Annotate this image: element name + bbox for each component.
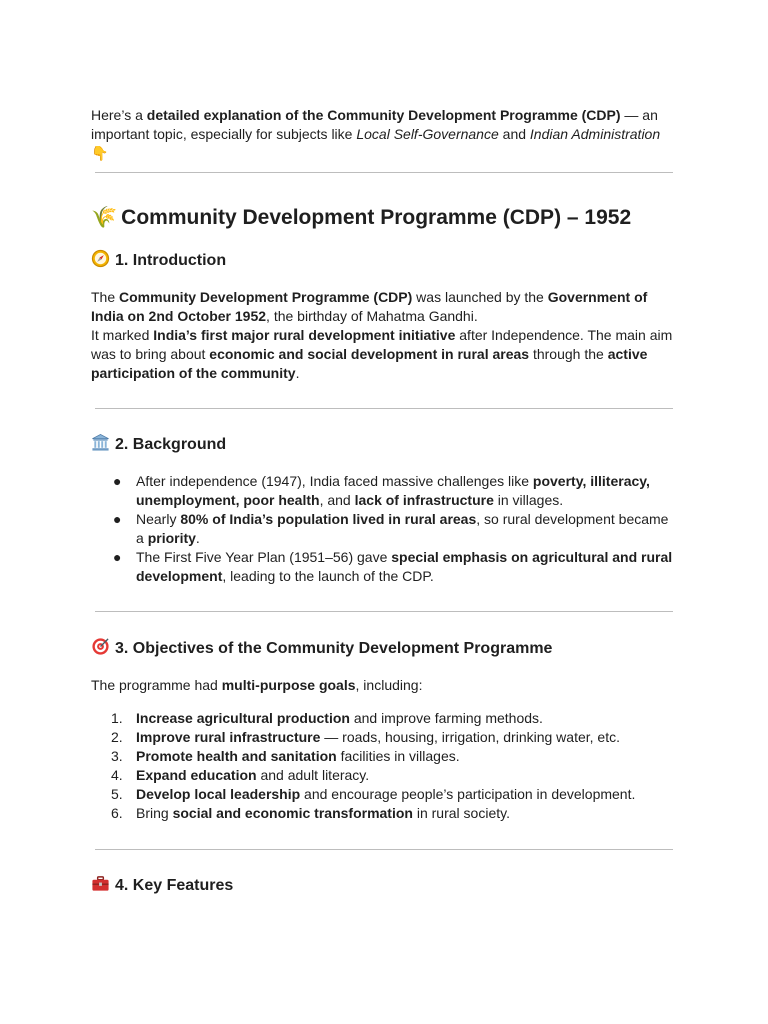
body-bold: Community Development Programme (CDP) [119, 289, 413, 305]
bullet-marker: ● [113, 511, 122, 527]
section-heading-key-features [91, 874, 233, 897]
body-bold: lack of infrastructure [354, 492, 494, 508]
intro-text: Here’s a [91, 107, 147, 123]
list-item [91, 548, 676, 586]
body-text: through the [529, 346, 608, 362]
body-bold: India’s first major rural development initiative [153, 327, 456, 343]
page-title [91, 203, 631, 232]
section-heading-text: 1. Introduction [115, 252, 227, 269]
body-text: , leading to the launch of the CDP. [222, 568, 434, 584]
pointing-down-icon: 👇 [91, 146, 109, 162]
body-bold: Improve rural infrastructure [136, 729, 321, 745]
intro-italic: Indian Administration [529, 126, 661, 142]
body-text: , and [319, 492, 355, 508]
body-text: , the birthday of Mahatma Gandhi. [266, 308, 478, 324]
body-text: . [195, 530, 200, 546]
list-item [91, 785, 676, 804]
objectives-lead [91, 676, 676, 695]
list-number: 6. [111, 805, 123, 821]
list-number: 1. [111, 710, 123, 726]
body-text: facilities in villages. [336, 748, 460, 764]
body-text: and encourage people’s participation in development. [300, 786, 636, 802]
body-text: Bring [136, 805, 173, 821]
introduction-paragraph [91, 288, 676, 383]
body-text: in villages. [493, 492, 564, 508]
body-bold: Government of India on 2nd October 1952 [91, 289, 648, 324]
toolbox-icon [91, 874, 110, 893]
list-item [91, 709, 676, 728]
list-number: 5. [111, 786, 123, 802]
intro-paragraph [91, 106, 676, 164]
list-item [91, 728, 676, 747]
body-bold: 80% of India’s population lived in rural areas [180, 511, 477, 527]
section-heading-introduction [91, 249, 226, 272]
divider [95, 408, 673, 409]
body-text: after Independence. The main aim was to bring about [91, 327, 673, 362]
list-number: 2. [111, 729, 123, 745]
body-text: , including: [355, 677, 423, 693]
divider [95, 611, 673, 612]
body-text: , so rural development became a [136, 511, 669, 546]
bullet-marker: ● [113, 549, 122, 565]
body-text: . [295, 365, 300, 381]
body-text: Nearly [136, 511, 181, 527]
body-bold: multi-purpose goals [221, 677, 356, 693]
list-number: 3. [111, 748, 123, 764]
body-text: After independence (1947), India faced massive challenges like [136, 473, 533, 489]
body-bold: Develop local leadership [136, 786, 301, 802]
section-heading-text: 2. Background [115, 436, 227, 453]
body-bold: priority [147, 530, 196, 546]
rice-plant-icon: 🌾 [91, 205, 118, 229]
body-bold: special emphasis on agricultural and rural development [136, 549, 673, 584]
body-text: The First Five Year Plan (1951–56) gave [136, 549, 392, 565]
divider [95, 849, 673, 850]
list-item [91, 804, 676, 823]
list-item [91, 747, 676, 766]
intro-italic: Local Self-Governance [356, 126, 499, 142]
body-text: and improve farming methods. [349, 710, 543, 726]
compass-icon [91, 249, 110, 268]
body-bold: poverty, illiteracy, unemployment, poor health [136, 473, 650, 508]
body-text: The [91, 289, 120, 305]
body-bold: Increase agricultural production [136, 710, 350, 726]
intro-bold: detailed explanation of the Community Development Programme (CDP) [146, 107, 621, 123]
body-bold: active participation of the community [91, 346, 648, 381]
body-bold: Expand education [136, 767, 257, 783]
intro-text: — an important topic, especially for subjects like [91, 107, 658, 142]
list-item [91, 510, 676, 548]
intro-text: and [498, 126, 530, 142]
body-text: in rural society. [412, 805, 510, 821]
list-item [91, 472, 676, 510]
target-icon [91, 637, 110, 656]
body-text: was launched by the [412, 289, 548, 305]
divider [95, 172, 673, 173]
body-text: The programme had [91, 677, 222, 693]
classical-building-icon [91, 433, 110, 452]
objectives-list [91, 709, 676, 823]
body-text: and adult literacy. [256, 767, 370, 783]
body-bold: social and economic transformation [172, 805, 413, 821]
body-text: It marked [91, 327, 154, 343]
page-title-text: Community Development Programme (CDP) – 1952 [121, 206, 632, 229]
body-bold: Promote health and sanitation [136, 748, 337, 764]
body-text: — roads, housing, irrigation, drinking water, etc. [320, 729, 620, 745]
body-bold: economic and social development in rural areas [209, 346, 530, 362]
section-heading-text: 4. Key Features [115, 877, 234, 894]
list-number: 4. [111, 767, 123, 783]
section-heading-objectives [91, 637, 552, 660]
bullet-marker: ● [113, 473, 122, 489]
background-list [91, 472, 676, 586]
list-item [91, 766, 676, 785]
section-heading-text: 3. Objectives of the Community Development Programme [115, 640, 553, 657]
section-heading-background [91, 433, 226, 456]
